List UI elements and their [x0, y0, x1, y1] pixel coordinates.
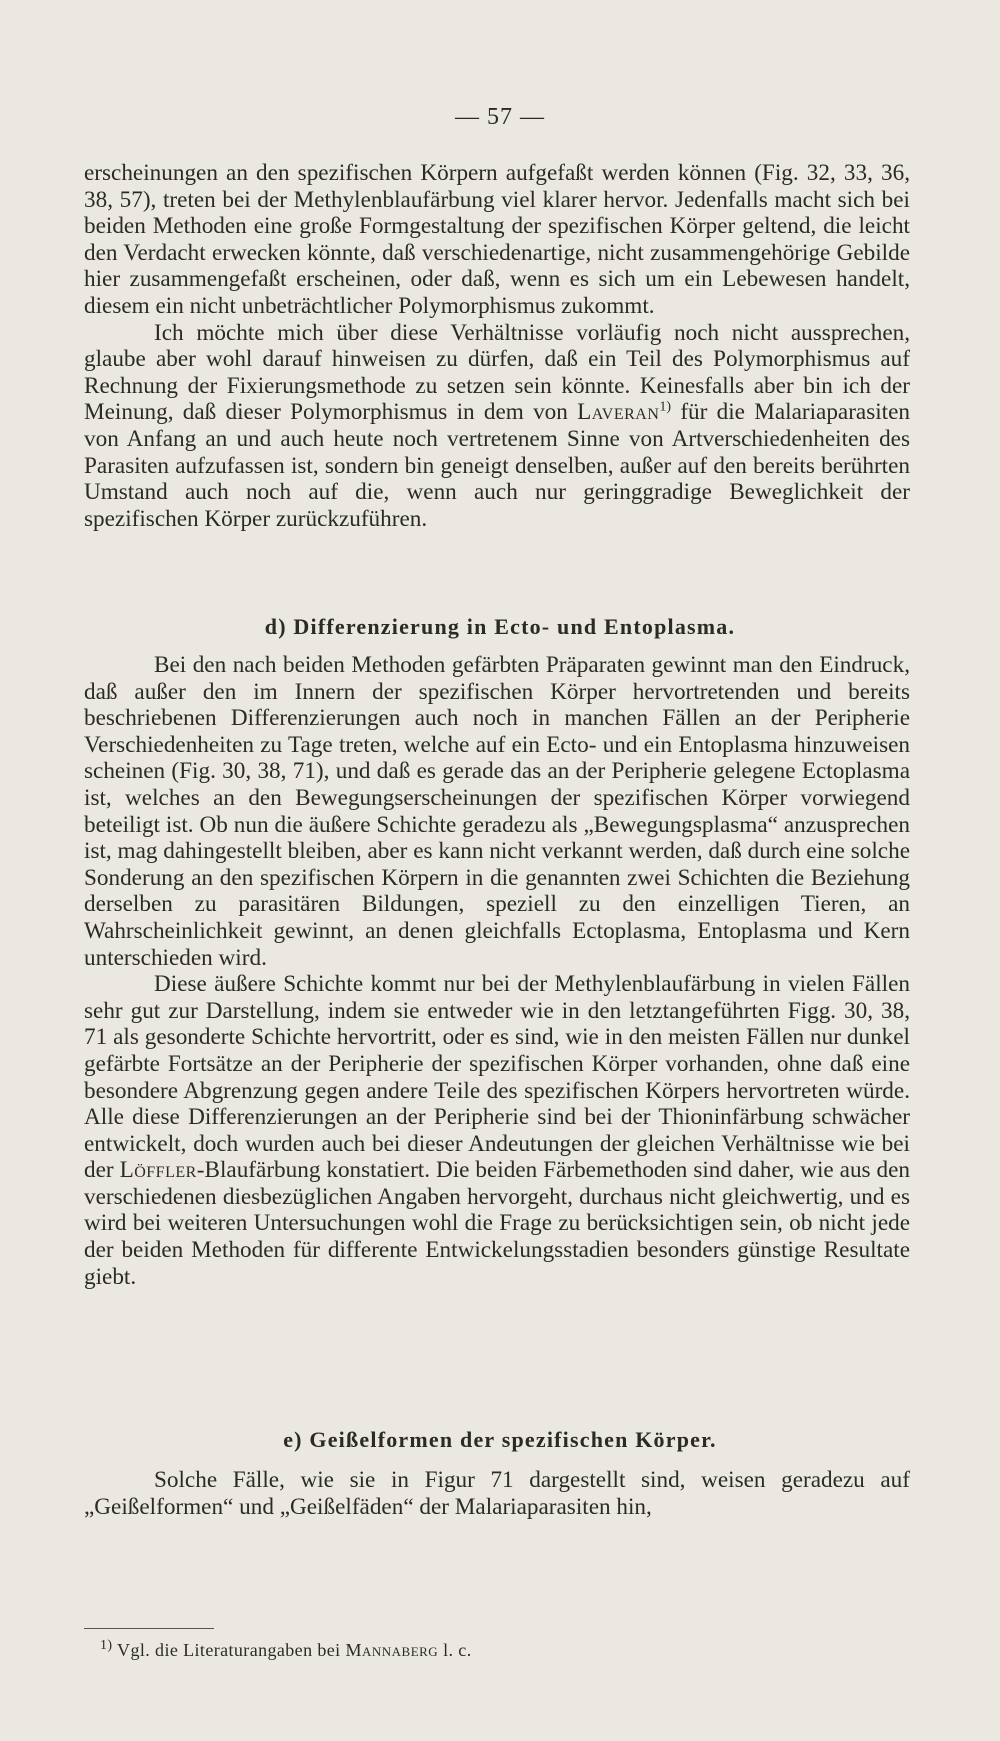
- paragraph-e-1: Solche Fälle, wie sie in Figur 71 dargestellt sind, weisen geradezu auf „Geißelformen“ und „Geißelfäden“ der Malariaparasiten hin,: [84, 1467, 910, 1520]
- text-block-section-e: [84, 1467, 910, 1520]
- section-heading-d: d) Differenzierung in Ecto- und Entoplasma.: [264, 614, 736, 639]
- paragraph-2: [84, 320, 910, 533]
- author-name-mannaberg: Mannaberg: [345, 1640, 439, 1660]
- paragraph-2-text-cont: für die Malariaparasiten von Anfang an und auch heute noch vertretenem Sinne von Artverschiedenheiten des Parasiten aufzufassen ist, sondern bin geneigt denselben, außer auf den bereits berührten Umstand auch noch auf die, wenn auch nur geringgradige Beweglichkeit der spezifischen Körper zurückzuführen.: [84, 399, 911, 532]
- paragraph-d-2-text: Diese äußere Schichte kommt nur bei der Methylenblaufärbung in vielen Fällen sehr gut zur Darstellung, indem sie entweder wie in den letztangeführten Figg. 30, 38, 71 als gesonderte Schichte hervortritt, oder es sind, wie in den meisten Fällen nur dunkel gefärbte Fortsätze an der Peripherie der spezifischen Körper vorhanden, ohne daß eine besondere Abgrenzung gegen andere Teile des spezifischen Körpers hervortreten würde. Alle diese Differenzierungen an der Peripherie sind bei der Thioninfärbung schwächer entwickelt, doch wurden auch bei dieser Andeutungen der gleichen Verhältnisse wie bei der: [84, 971, 910, 1184]
- section-heading-e: e) Geißelformen der spezifischen Körper.: [283, 1427, 717, 1452]
- footnote-ref: l. c.: [443, 1640, 472, 1660]
- paragraph-d-1: Bei den nach beiden Methoden gefärbten Präparaten gewinnt man den Eindruck, daß außer den im Innern der spezifischen Körper hervortretenden und bereits beschriebenen Differenzierungen auch noch in manchen Fällen an der Peripherie Verschiedenheiten zu Tage treten, welche auf ein Ecto- und ein Entoplasma hinzuweisen scheinen (Fig. 30, 38, 71), und daß es gerade das an der Peripherie gelegene Ectoplasma ist, welches an den Bewegungserscheinungen der spezifischen Körper vorwiegend beteiligt ist. Ob nun die äußere Schichte geradezu als „Bewegungsplasma“ anzusprechen ist, mag dahingestellt bleiben, aber es kann nicht verkannt werden, daß durch eine solche Sonderung an den spezifischen Körpern in die genannten zwei Schichten die Beziehung derselben zu parasitären Bildungen, speziell zu den einzelligen Tieren, an Wahrscheinlichkeit gewinnt, an denen gleichfalls Ectoplasma, Entoplasma und Kern unterschieden wird.: [84, 652, 910, 971]
- text-block-intro: [84, 160, 910, 532]
- footnote-number: 1): [100, 1638, 113, 1653]
- footnote-divider: [84, 1628, 214, 1629]
- author-name-laveran: Laveran: [577, 399, 660, 426]
- paragraph-1: erscheinungen an den spezifischen Körpern aufgefaßt werden können (Fig. 32, 33, 36, 38, 57), treten bei der Methylenblaufärbung viel klarer hervor. Jedenfalls macht sich bei beiden Methoden eine große Formgestaltung der spezifischen Körper geltend, die leicht den Verdacht erwecken könnte, daß verschiedenartige, nicht zusammengehörige Gebilde hier zusammengefaßt erscheinen, oder daß, wenn es sich um ein Lebewesen handelt, diesem ein nicht unbeträchtlicher Polymorphismus zukommt.: [84, 160, 910, 319]
- text-block-section-d: [84, 652, 910, 1290]
- footnote-marker: 1): [659, 399, 672, 415]
- footnote: [100, 1640, 472, 1661]
- paragraph-2-text: Ich möchte mich über diese Verhältnisse vorläufig noch nicht aussprechen, glaube aber wohl darauf hinweisen zu dürfen, daß ein Teil des Polymorphismus auf Rechnung der Fixierungsmethode zu setzen sein könnte. Keinesfalls aber bin ich der Meinung, daß dieser Polymorphismus in dem von: [84, 319, 910, 426]
- page-number: — 57 —: [455, 104, 545, 130]
- paragraph-d-2: [84, 971, 910, 1290]
- author-name-loeffler: Löffler: [119, 1157, 197, 1184]
- footnote-text: Vgl. die Literaturangaben bei: [117, 1640, 341, 1660]
- paragraph-d-2-text-cont: -Blaufärbung konstatiert. Die beiden Färbemethoden sind daher, wie aus den verschiedenen diesbezüglichen Angaben hervorgeht, durchaus nicht gleichwertig, und es wird bei weiteren Untersuchungen wohl die Frage zu berücksichtigen sein, ob nicht jede der beiden Methoden für differente Entwickelungsstadien besonders günstige Resultate giebt.: [84, 1157, 911, 1290]
